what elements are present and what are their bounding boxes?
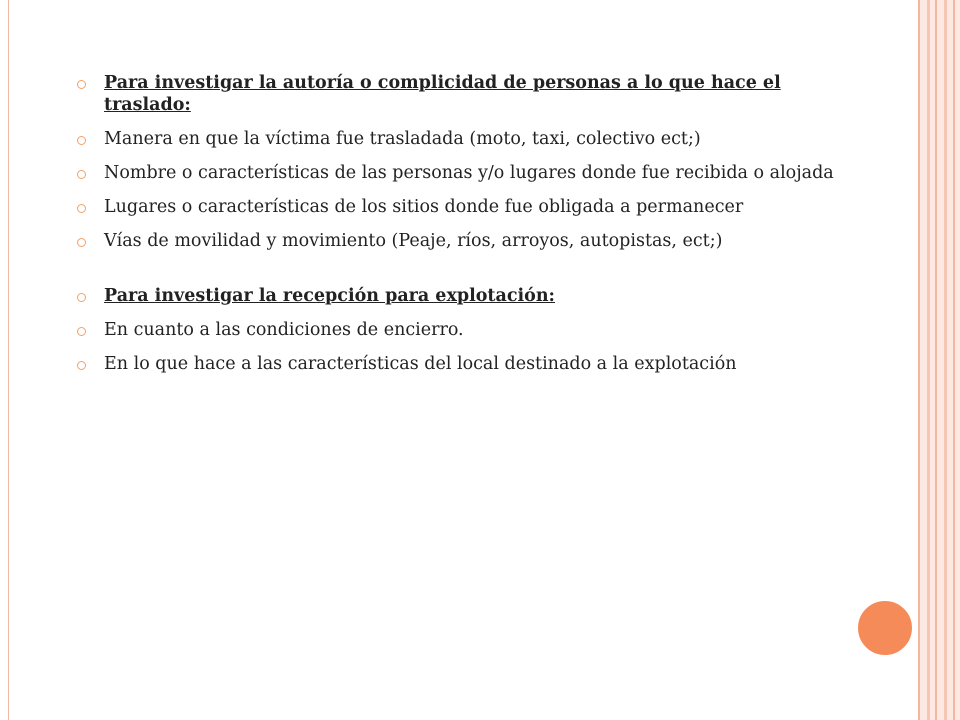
section-heading [76, 72, 846, 116]
list-item-text: Lugares o características de los sitios donde fue obligada a permanecer [104, 197, 744, 217]
bullet-icon [77, 327, 86, 336]
decorative-stripe [935, 0, 937, 720]
list-item [76, 353, 846, 375]
list-item [76, 230, 846, 252]
bullet-icon [77, 361, 86, 370]
section-heading [76, 285, 846, 307]
bullet-icon [77, 170, 86, 179]
decorative-stripe [918, 0, 920, 720]
list-item-text: Nombre o características de las personas y/o lugares donde fue recibida o alojada [104, 163, 834, 183]
decorative-circle [856, 599, 914, 657]
list-item [76, 162, 846, 184]
list-item [76, 196, 846, 218]
heading-text: Para investigar la autoría o complicidad de personas a lo que hace el traslado: [104, 73, 781, 115]
heading-text: Para investigar la recepción para explotación: [104, 286, 556, 306]
list-item-text: Vías de movilidad y movimiento (Peaje, ríos, arroyos, autopistas, ect;) [104, 231, 723, 251]
slide-left-border [0, 0, 9, 720]
bullet-icon [77, 136, 86, 145]
list-item-text: En lo que hace a las características del local destinado a la explotación [104, 354, 737, 374]
list-item-text: Manera en que la víctima fue trasladada (moto, taxi, colectivo ect;) [104, 129, 701, 149]
decorative-stripe [944, 0, 947, 720]
list-item [76, 128, 846, 150]
decorative-stripe [953, 0, 955, 720]
bullet-icon [77, 204, 86, 213]
bullet-icon [77, 80, 86, 89]
decorative-stripe [927, 0, 930, 720]
list-item [76, 319, 846, 341]
list-item-text: En cuanto a las condiciones de encierro. [104, 320, 464, 340]
bullet-icon [77, 293, 86, 302]
bullet-icon [77, 238, 86, 247]
slide-content [76, 72, 846, 375]
